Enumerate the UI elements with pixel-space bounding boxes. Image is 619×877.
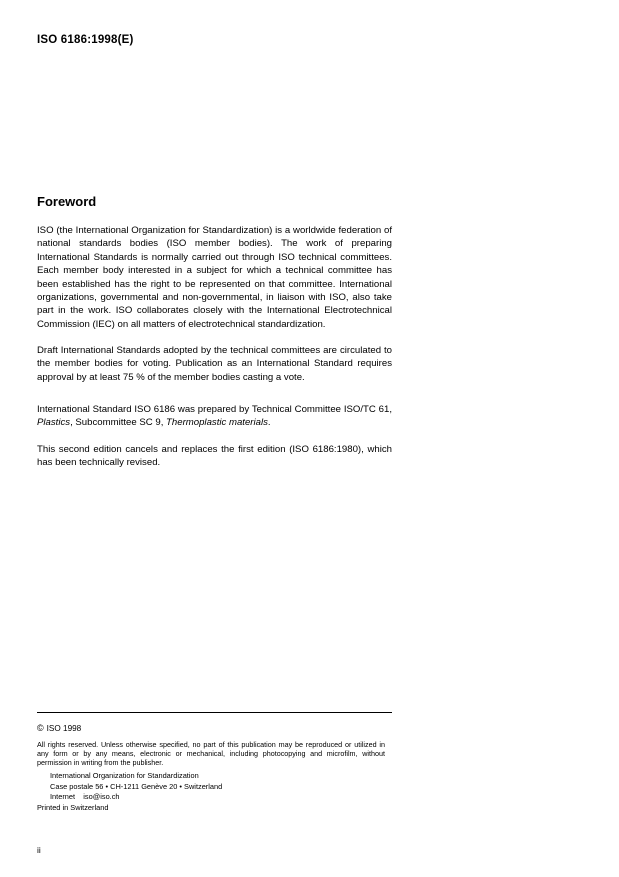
- paragraph-text: This second edition cancels and replaces the first edition (ISO 6186:1980), which has been technically revised.: [37, 444, 392, 469]
- foreword-paragraph-committee: [37, 403, 392, 430]
- printed-in: Printed in Switzerland: [37, 803, 109, 812]
- committee-part-3: .: [267, 417, 271, 429]
- organization-name: International Organization for Standardization: [50, 771, 199, 780]
- foreword-paragraph-1: [37, 224, 392, 331]
- paragraph-text: ISO (the International Organization for Standardization) is a worldwide federation of national standards bodies (ISO member bodies). The work of preparing International Standards is normally carried out through ISO technical committees. Each member body interested in a subject for which a technical committee has been established has the right to be represented on that committee. International organizations, governmental and non-governmental, in liaison with ISO, also take part in the work. ISO collaborates closely with the International Electrotechnical Commission (IEC) on all matters of electrotechnical standardization.: [37, 225, 392, 330]
- committee-part-2: , Subcommittee SC 9,: [70, 417, 167, 429]
- foreword-paragraph-2: [37, 344, 392, 384]
- paragraph-text: Draft International Standards adopted by the technical committees are circulated to the member bodies for voting. Publication as an International Standard requires approval by at least 75 % of the member bodies casting a vote.: [37, 345, 392, 383]
- foreword-paragraph-3: [37, 443, 392, 470]
- postal-address: Case postale 56 • CH-1211 Genève 20 • Switzerland: [50, 781, 223, 791]
- document-header: ISO 6186:1998(E): [37, 34, 134, 46]
- copyright-text: ISO 1998: [46, 724, 82, 733]
- publisher-address: [50, 771, 222, 803]
- committee-italic-1: Plastics: [37, 417, 71, 429]
- footer-divider: [37, 712, 392, 713]
- paragraph-text: [37, 403, 392, 430]
- page-number: ii: [37, 845, 41, 855]
- rights-statement: All rights reserved. Unless otherwise specified, no part of this publication may be reproduced or utilized in any form or by any means, electronic or mechanical, including photocopying and microfilm, without permission in writing from the publisher.: [37, 740, 385, 768]
- copyright-icon: ©: [37, 723, 44, 733]
- copyright-line: [37, 723, 81, 733]
- committee-part-1: International Standard ISO 6186 was prepared by Technical Committee ISO/TC 61,: [37, 404, 392, 415]
- internet-address: Internet iso@iso.ch: [50, 792, 120, 802]
- page-title: Foreword: [37, 194, 97, 209]
- committee-italic-2: Thermoplastic materials: [166, 417, 268, 429]
